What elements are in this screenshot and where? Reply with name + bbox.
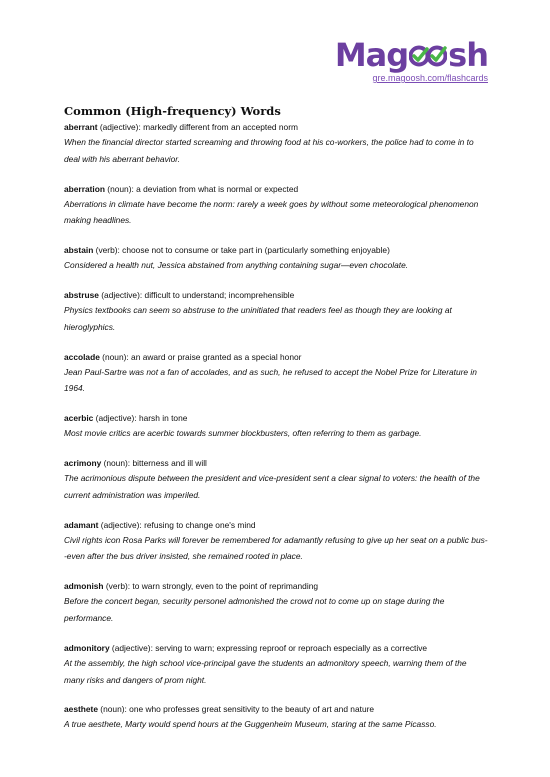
term: acerbic [64, 413, 94, 424]
word-entry [64, 120, 488, 168]
example-sentence: Most movie critics are acerbic towards summer blockbusters, often referring to them as garbage. [64, 428, 422, 439]
word-entry [64, 641, 488, 689]
word-entry [64, 579, 488, 627]
definition-text: (adjective): harsh in tone [93, 413, 188, 424]
word-entry [64, 243, 488, 274]
example-sentence: Physics textbooks can seem so abstruse to the uninitiated that readers feel as though they are looking at hieroglyphics. [64, 304, 452, 332]
definition-line [64, 579, 488, 593]
example-sentence: Civil rights icon Rosa Parks will forever be remembered for adamantly refusing to give up her seat on a public bus--even after the bus driver insisted, she remained rooted in place. [64, 534, 488, 562]
word-entry [64, 456, 488, 504]
definition-text: (adjective): markedly different from an accepted norm [97, 122, 298, 132]
definition-text: (verb): choose not to consume or take part in (particularly something enjoyable) [93, 245, 390, 256]
magoosh-logo[interactable] [335, 38, 488, 72]
term: acrimony [64, 457, 102, 468]
term: aberration [64, 183, 105, 194]
definition-line [64, 456, 488, 470]
term: adamant [64, 519, 99, 530]
definition-line [64, 182, 488, 196]
definition-text: (adjective): refusing to change one's mind [98, 519, 256, 530]
definition-text: (noun): one who professes great sensitivity to the beauty of art and nature [97, 704, 375, 715]
definition-line [64, 288, 488, 302]
definition-line [64, 641, 488, 655]
word-entry [64, 411, 488, 442]
word-entry [64, 288, 488, 336]
word-list [64, 104, 488, 747]
definition-text: (adjective): serving to warn; expressing reproof or reproach especially as a corrective [109, 642, 428, 653]
example-sentence: Aberrations in climate have become the norm: rarely a week goes by without some meteorological phenomenon making headlines. [64, 198, 479, 226]
entries-container [64, 120, 488, 733]
definition-line [64, 350, 488, 364]
term: abstain [64, 245, 94, 256]
logo-text-right: sh [448, 36, 488, 74]
logo-owl-eyes-icon [409, 41, 447, 69]
definition-line [64, 243, 488, 257]
example-sentence: Before the concert began, security personel admonished the crowd not to come up on stage during the performance. [64, 596, 445, 623]
flashcards-link[interactable]: gre.magoosh.com/flashcards [372, 73, 488, 83]
definition-line [64, 411, 488, 425]
word-entry [64, 350, 488, 398]
term: aesthete [64, 704, 98, 715]
definition-text: (noun): a deviation from what is normal or expected [104, 183, 299, 194]
term: aberrant [64, 122, 98, 132]
logo-text-left: Mag [334, 36, 409, 74]
example-sentence: At the assembly, the high school vice-principal gave the students an admonitory speech, warning them of the many risks and dangers of prom night. [64, 657, 467, 685]
word-entry [64, 702, 488, 733]
brand-header [335, 38, 488, 83]
term: admonitory [64, 642, 110, 653]
example-sentence: Jean Paul-Sartre was not a fan of accolades, and as such, he refused to accept the Nobel Prize for Literature in 1964. [64, 366, 477, 394]
term: abstruse [64, 289, 99, 300]
definition-text: (noun): bitterness and ill will [101, 457, 207, 468]
word-entry [64, 182, 488, 230]
term: accolade [64, 351, 100, 362]
example-sentence: When the financial director started screaming and throwing food at his co-workers, the police had to come in to deal with his aberrant behavior. [64, 137, 474, 164]
example-sentence: A true aesthete, Marty would spend hours at the Guggenheim Museum, staring at the same Picasso. [64, 719, 437, 730]
definition-line [64, 702, 488, 716]
definition-text: (adjective): difficult to understand; incomprehensible [98, 289, 295, 300]
definition-text: (noun): an award or praise granted as a special honor [99, 351, 302, 362]
word-entry [64, 518, 488, 566]
example-sentence: Considered a health nut, Jessica abstained from anything containing sugar—even chocolate. [64, 260, 409, 271]
example-sentence: The acrimonious dispute between the president and vice-president sent a clear signal to voters: the health of the current administration was imperiled. [64, 472, 480, 500]
definition-line [64, 120, 488, 134]
definition-line [64, 518, 488, 532]
page-title: Common (High-frequency) Words [64, 104, 281, 118]
definition-text: (verb): to warn strongly, even to the point of reprimanding [103, 581, 319, 592]
term: admonish [64, 581, 104, 592]
